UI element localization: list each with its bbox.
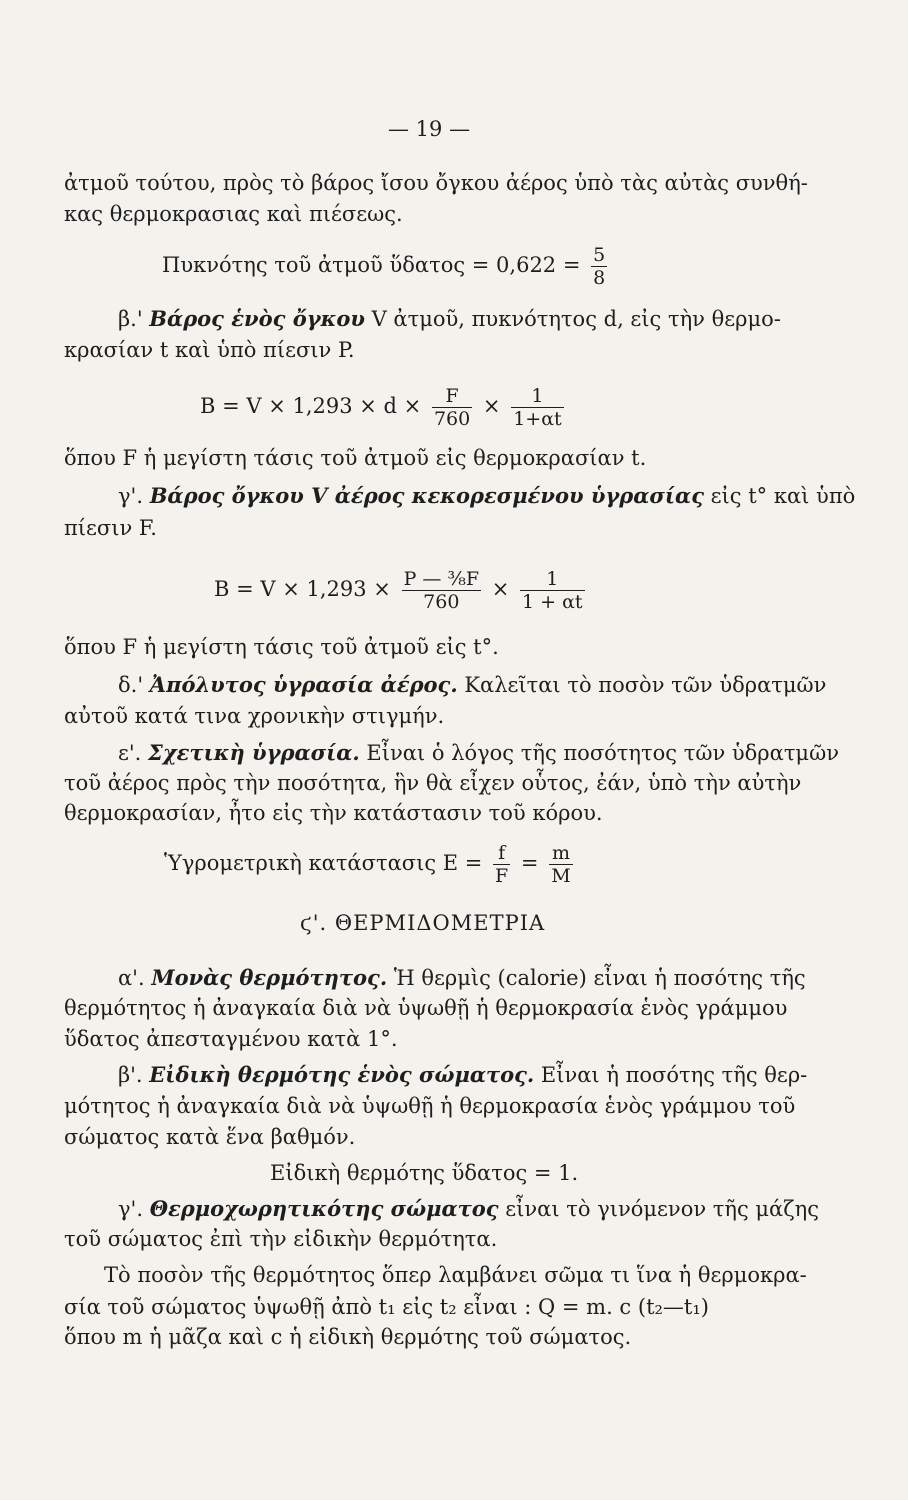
equation-text: Ὑγρομετρικὴ κατάστασις E = xyxy=(164,851,483,875)
text-line: μότητος ἡ ἀναγκαία διὰ νὰ ὑψωθῇ ἡ θερμοκρασία ἑνὸς γράμμου τοῦ xyxy=(64,1094,796,1118)
equation-hygrometric-state xyxy=(164,842,577,887)
fraction xyxy=(493,842,510,887)
section-beta xyxy=(118,306,781,332)
section-label: δ.' xyxy=(118,673,144,697)
times-sign: × xyxy=(482,394,501,418)
text-line: ὕδατος ἀπεσταγμένου κατὰ 1°. xyxy=(64,1027,398,1051)
section-label: ε'. xyxy=(118,741,142,765)
text-line: σία τοῦ σώματος ὑψωθῇ ἀπὸ t₁ εἰς t₂ εἶναι : Q = m. c (t₂—t₁) xyxy=(64,1295,709,1319)
fraction xyxy=(432,385,472,430)
fraction-denominator: 1+αt xyxy=(513,408,562,430)
fraction-numerator: f xyxy=(493,842,510,865)
section-label: γ'. xyxy=(118,484,143,508)
text-line: ὅπου m ἡ μᾶζα καὶ c ἡ εἰδικὴ θερμότης τοῦ σώματος. xyxy=(64,1325,632,1349)
fraction-numerator: 5 xyxy=(593,244,606,266)
section-title: Βάρος ἑνὸς ὄγκου xyxy=(149,306,365,331)
section-text: Εἶναι ὁ λόγος τῆς ποσότητος τῶν ὑδρατμῶν xyxy=(366,741,839,765)
text-line: Τὸ ποσὸν τῆς θερμότητος ὅπερ λαμβάνει σῶμα τι ἵνα ἡ θερμοκρα- xyxy=(104,1263,807,1287)
fraction-denominator: 8 xyxy=(593,267,606,289)
section-text: Ἡ θερμὶς (calorie) εἶναι ἡ ποσότης τῆς xyxy=(393,966,806,990)
fraction-denominator: 760 xyxy=(423,591,460,613)
section-text: εἶναι τὸ γινόμενον τῆς μάζης xyxy=(505,1197,819,1221)
fraction-numerator: P — ³⁄₈F xyxy=(403,568,480,590)
equation-weight-vapor xyxy=(200,385,568,430)
text-line: θερμότητος ἡ ἀναγκαία διὰ νὰ ὑψωθῇ ἡ θερμοκρασία ἑνὸς γράμμου xyxy=(64,996,788,1020)
section-title: Ἀπόλυτος ὑγρασία ἀέρος. xyxy=(149,672,458,697)
fraction-denominator: F xyxy=(495,865,509,887)
section-title: Σχετικὴ ὑγρασία. xyxy=(148,740,360,765)
chapter-heading: ϛ'. ΘΕΡΜΙΔΟΜΕΤΡΙΑ xyxy=(300,911,546,935)
section-text: Εἶναι ἡ ποσότης τῆς θερ- xyxy=(540,1063,808,1087)
text-line: τοῦ ἀέρος πρὸς τὴν ποσότητα, ἣν θὰ εἶχεν οὗτος, ἐάν, ὑπὸ τὴν αὐτὴν xyxy=(64,771,802,795)
section-title: Εἰδικὴ θερμότης ἑνὸς σώματος. xyxy=(149,1062,535,1087)
equation-text: Πυκνότης τοῦ ἀτμοῦ ὕδατος = 0,622 = xyxy=(162,253,581,277)
text-line: ὅπου F ἡ μεγίστη τάσις τοῦ ἀτμοῦ εἰς t°. xyxy=(64,635,499,659)
section-label: α'. xyxy=(118,966,145,990)
text-line: αὐτοῦ κατά τινα χρονικὴν στιγμήν. xyxy=(64,704,445,728)
section-label: β.' xyxy=(118,307,143,331)
page-number: — 19 — xyxy=(388,117,471,141)
section-gamma xyxy=(118,483,855,509)
text-line: κας θερμοκρασιας καὶ πιέσεως. xyxy=(64,202,403,226)
fraction-numerator: 1 xyxy=(511,385,563,408)
section-epsilon xyxy=(118,740,839,766)
fraction-numerator: m xyxy=(549,842,572,865)
text-line: ὅπου F ἡ μεγίστη τάσις τοῦ ἀτμοῦ εἰς θερμοκρασίαν t. xyxy=(64,446,647,470)
section-alpha xyxy=(118,965,806,991)
equation-text: B = V × 1,293 × d × xyxy=(200,394,422,418)
section-text: V ἀτμοῦ, πυκνότητος d, εἰς τὴν θερμο- xyxy=(371,307,781,331)
section-title: Θερμοχωρητικότης σώματος xyxy=(149,1196,499,1221)
fraction xyxy=(511,385,563,430)
fraction-denominator: 760 xyxy=(433,408,471,430)
times-sign: × xyxy=(491,577,510,601)
section-title: Βάρος ὄγκου V ἀέρος κεκορεσμένου ὑγρασίας xyxy=(149,483,704,508)
text-line: τοῦ σώματος ἐπὶ τὴν εἰδικὴν θερμότητα. xyxy=(64,1227,498,1251)
section-text: Καλεῖται τὸ ποσὸν τῶν ὑδρατμῶν xyxy=(464,673,827,697)
fraction xyxy=(591,244,607,289)
text-line: πίεσιν F. xyxy=(64,516,157,540)
equation-density xyxy=(162,244,611,289)
equation-specific-heat-water: Εἰδικὴ θερμότης ὕδατος = 1. xyxy=(270,1161,579,1185)
section-delta xyxy=(118,672,826,698)
equation-text: B = V × 1,293 × xyxy=(214,577,391,601)
fraction xyxy=(549,842,572,887)
section-title: Μονὰς θερμότητος. xyxy=(151,965,388,990)
fraction-denominator: M xyxy=(551,865,571,887)
equation-weight-saturated-air xyxy=(214,568,589,613)
equals-sign: = xyxy=(520,851,539,875)
fraction xyxy=(402,568,481,613)
section-label: β'. xyxy=(118,1063,143,1087)
fraction-denominator: 1 + αt xyxy=(522,591,583,613)
section-gamma-2 xyxy=(118,1196,819,1222)
text-line: κρασίαν t καὶ ὑπὸ πίεσιν P. xyxy=(64,338,355,362)
text-line: σώματος κατὰ ἕνα βαθμόν. xyxy=(64,1125,356,1149)
section-text: εἰς t° καὶ ὑπὸ xyxy=(710,484,856,508)
fraction xyxy=(520,568,585,613)
text-line: θερμοκρασίαν, ἦτο εἰς τὴν κατάστασιν τοῦ κόρου. xyxy=(64,801,603,825)
fraction-numerator: F xyxy=(432,385,472,408)
text-line: ἀτμοῦ τούτου, πρὸς τὸ βάρος ἴσου ὄγκου ἀέρος ὑπὸ τὰς αὐτὰς συνθή- xyxy=(64,171,808,195)
fraction-numerator: 1 xyxy=(520,568,585,591)
section-beta-2 xyxy=(118,1062,807,1088)
section-label: γ'. xyxy=(118,1197,143,1221)
